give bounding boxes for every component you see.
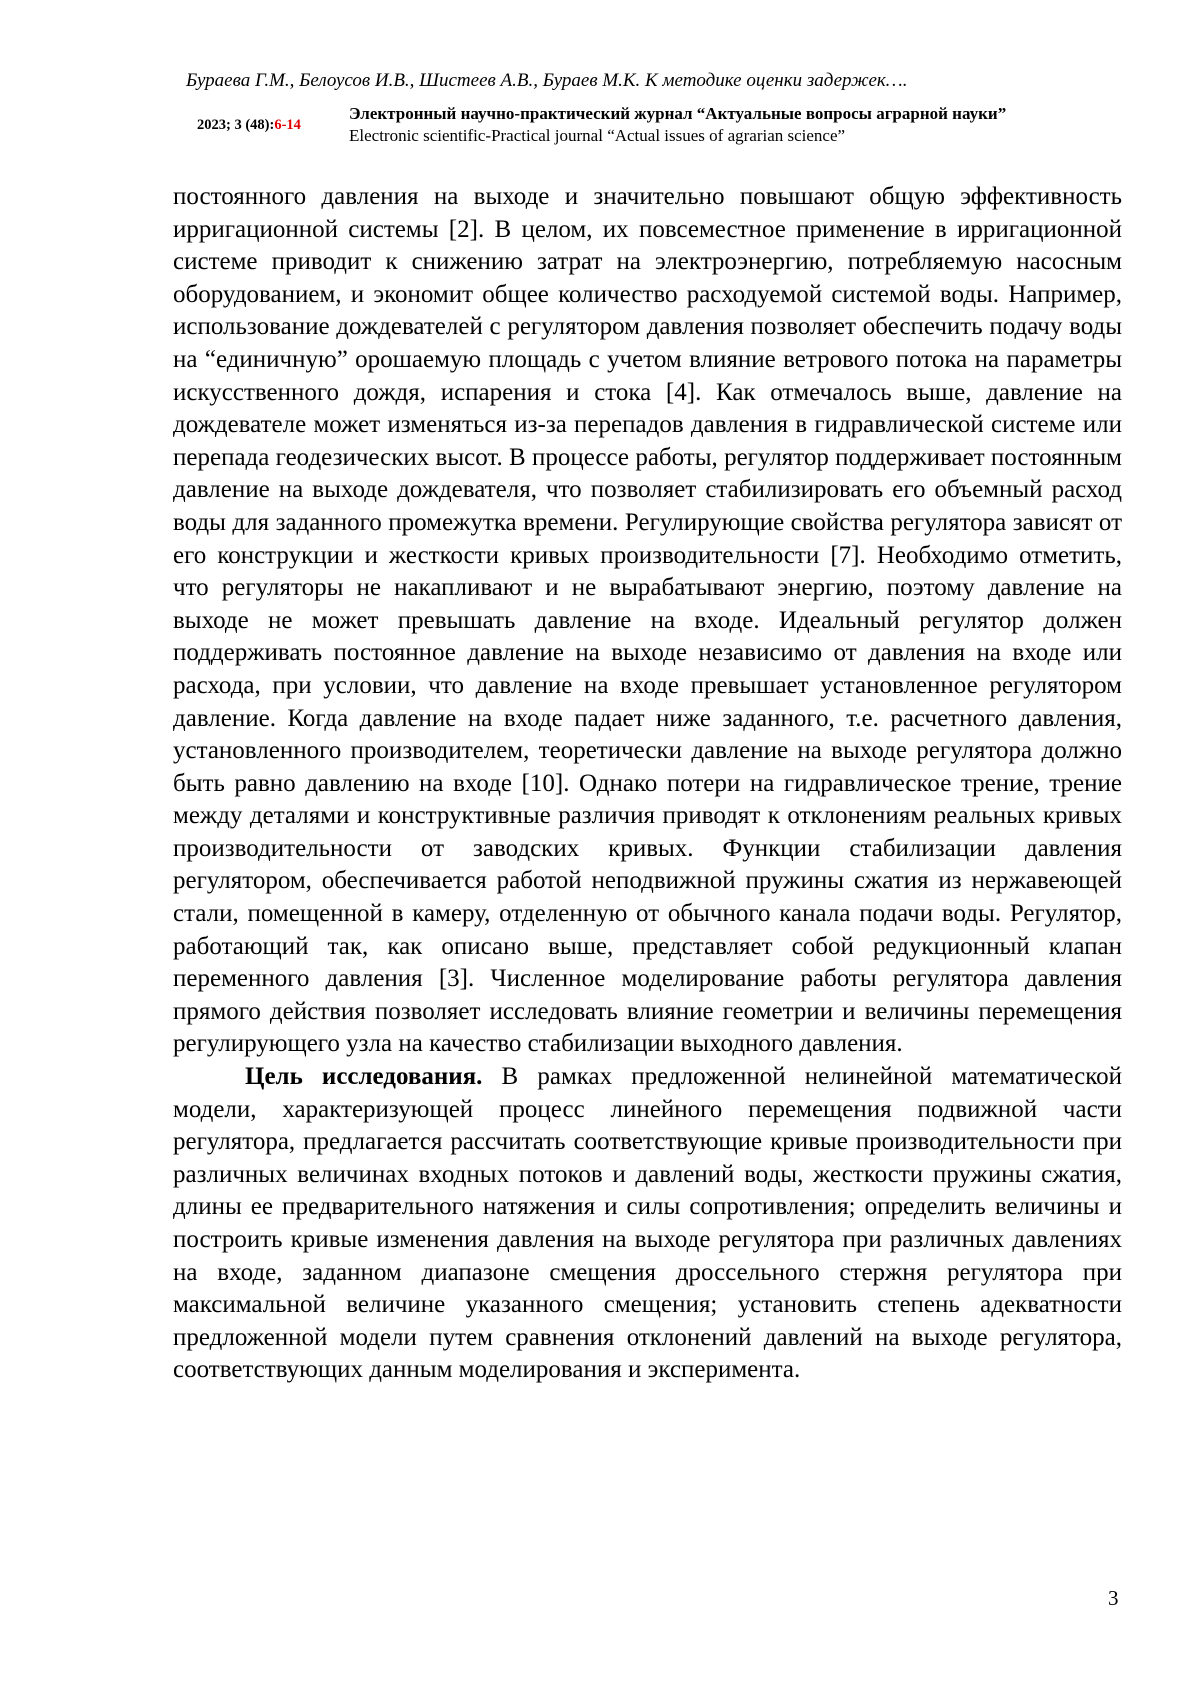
body-paragraph-2 [173,1061,1122,1387]
journal-title-en: Electronic scientific-Practical journal “Actual issues of agrarian science” [349,126,846,145]
research-goal-heading: Цель исследования. [245,1063,483,1091]
running-title: Бураева Г.М., Белоусов И.В., Шистеев А.В., Бураев М.К. К методике оценки задержек…. [186,70,908,91]
journal-title-ru: Электронный научно-практический журнал “Актуальные вопросы аграрной науки” [349,104,1007,123]
article-body [173,181,1122,1387]
issue-citation [197,117,301,134]
research-goal-text: В рамках предложенной нелинейной математической модели, характеризующей процесс линейного перемещения подвижной части регулятора, предлагается рассчитать соответствующие кривые производительности при различных величинах входных потоков и давлений воды, жесткости пружины сжатия, длины ее предварительного натяжения и силы сопротивления; определить величины и построить кривые изменения давления на выходе регулятора при различных давлениях на входе, заданном диапазоне смещения дроссельного стержня регулятора при максимальной величине указанного смещения; установить степень адекватности предложенной модели путем сравнения отклонений давлений на выходе регулятора, соответствующих данным моделирования и эксперимента. [173,1063,1122,1384]
body-paragraph-1: постоянного давления на выходе и значительно повышают общую эффективность ирригационной системы [2]. В целом, их повсеместное применение в ирригационной системе приводит к снижению затрат на электроэнергию, потребляемую насосным оборудованием, и экономит общее количество расходуемой системой воды. Например, использование дождевателей с регулятором давления позволяет обеспечить подачу воды на “единичную” орошаемую площадь с учетом влияние ветрового потока на параметры искусственного дождя, испарения и стока [4]. Как отмечалось выше, давление на дождевателе может изменяться из-за перепадов давления в гидравлической системе или перепада геодезических высот. В процессе работы, регулятор поддерживает постоянным давление на выходе дождевателя, что позволяет стабилизировать его объемный расход воды для заданного промежутка времени. Регулирующие свойства регулятора зависят от его конструкции и жесткости кривых производительности [7]. Необходимо отметить, что регуляторы не накапливают и не вырабатывают энергию, поэтому давление на выходе не может превышать давление на входе. Идеальный регулятор должен поддерживать постоянное давление на выходе независимо от давления на входе или расхода, при условии, что давление на входе превышает установленное регулятором давление. Когда давление на входе падает ниже заданного, т.е. расчетного давления, установленного производителем, теоретически давление на выходе регулятора должно быть равно давлению на входе [10]. Однако потери на гидравлическое трение, трение между деталями и конструктивные различия приводят к отклонениям реальных кривых производительности от заводских кривых. Функции стабилизации давления регулятором, обеспечивается работой неподвижной пружины сжатия из нержавеющей стали, помещенной в камеру, отделенную от обычного канала подачи воды. Регулятор, работающий так, как описано выше, представляет собой редукционный клапан переменного давления [3]. Численное моделирование работы регулятора давления прямого действия позволяет исследовать влияние геометрии и величины перемещения регулирующего узла на качество стабилизации выходного давления. [173,183,1122,1058]
page-number: 3 [1108,1586,1119,1610]
issue-pages: 6-14 [274,117,301,133]
issue-prefix: 2023; 3 (48): [197,117,275,133]
